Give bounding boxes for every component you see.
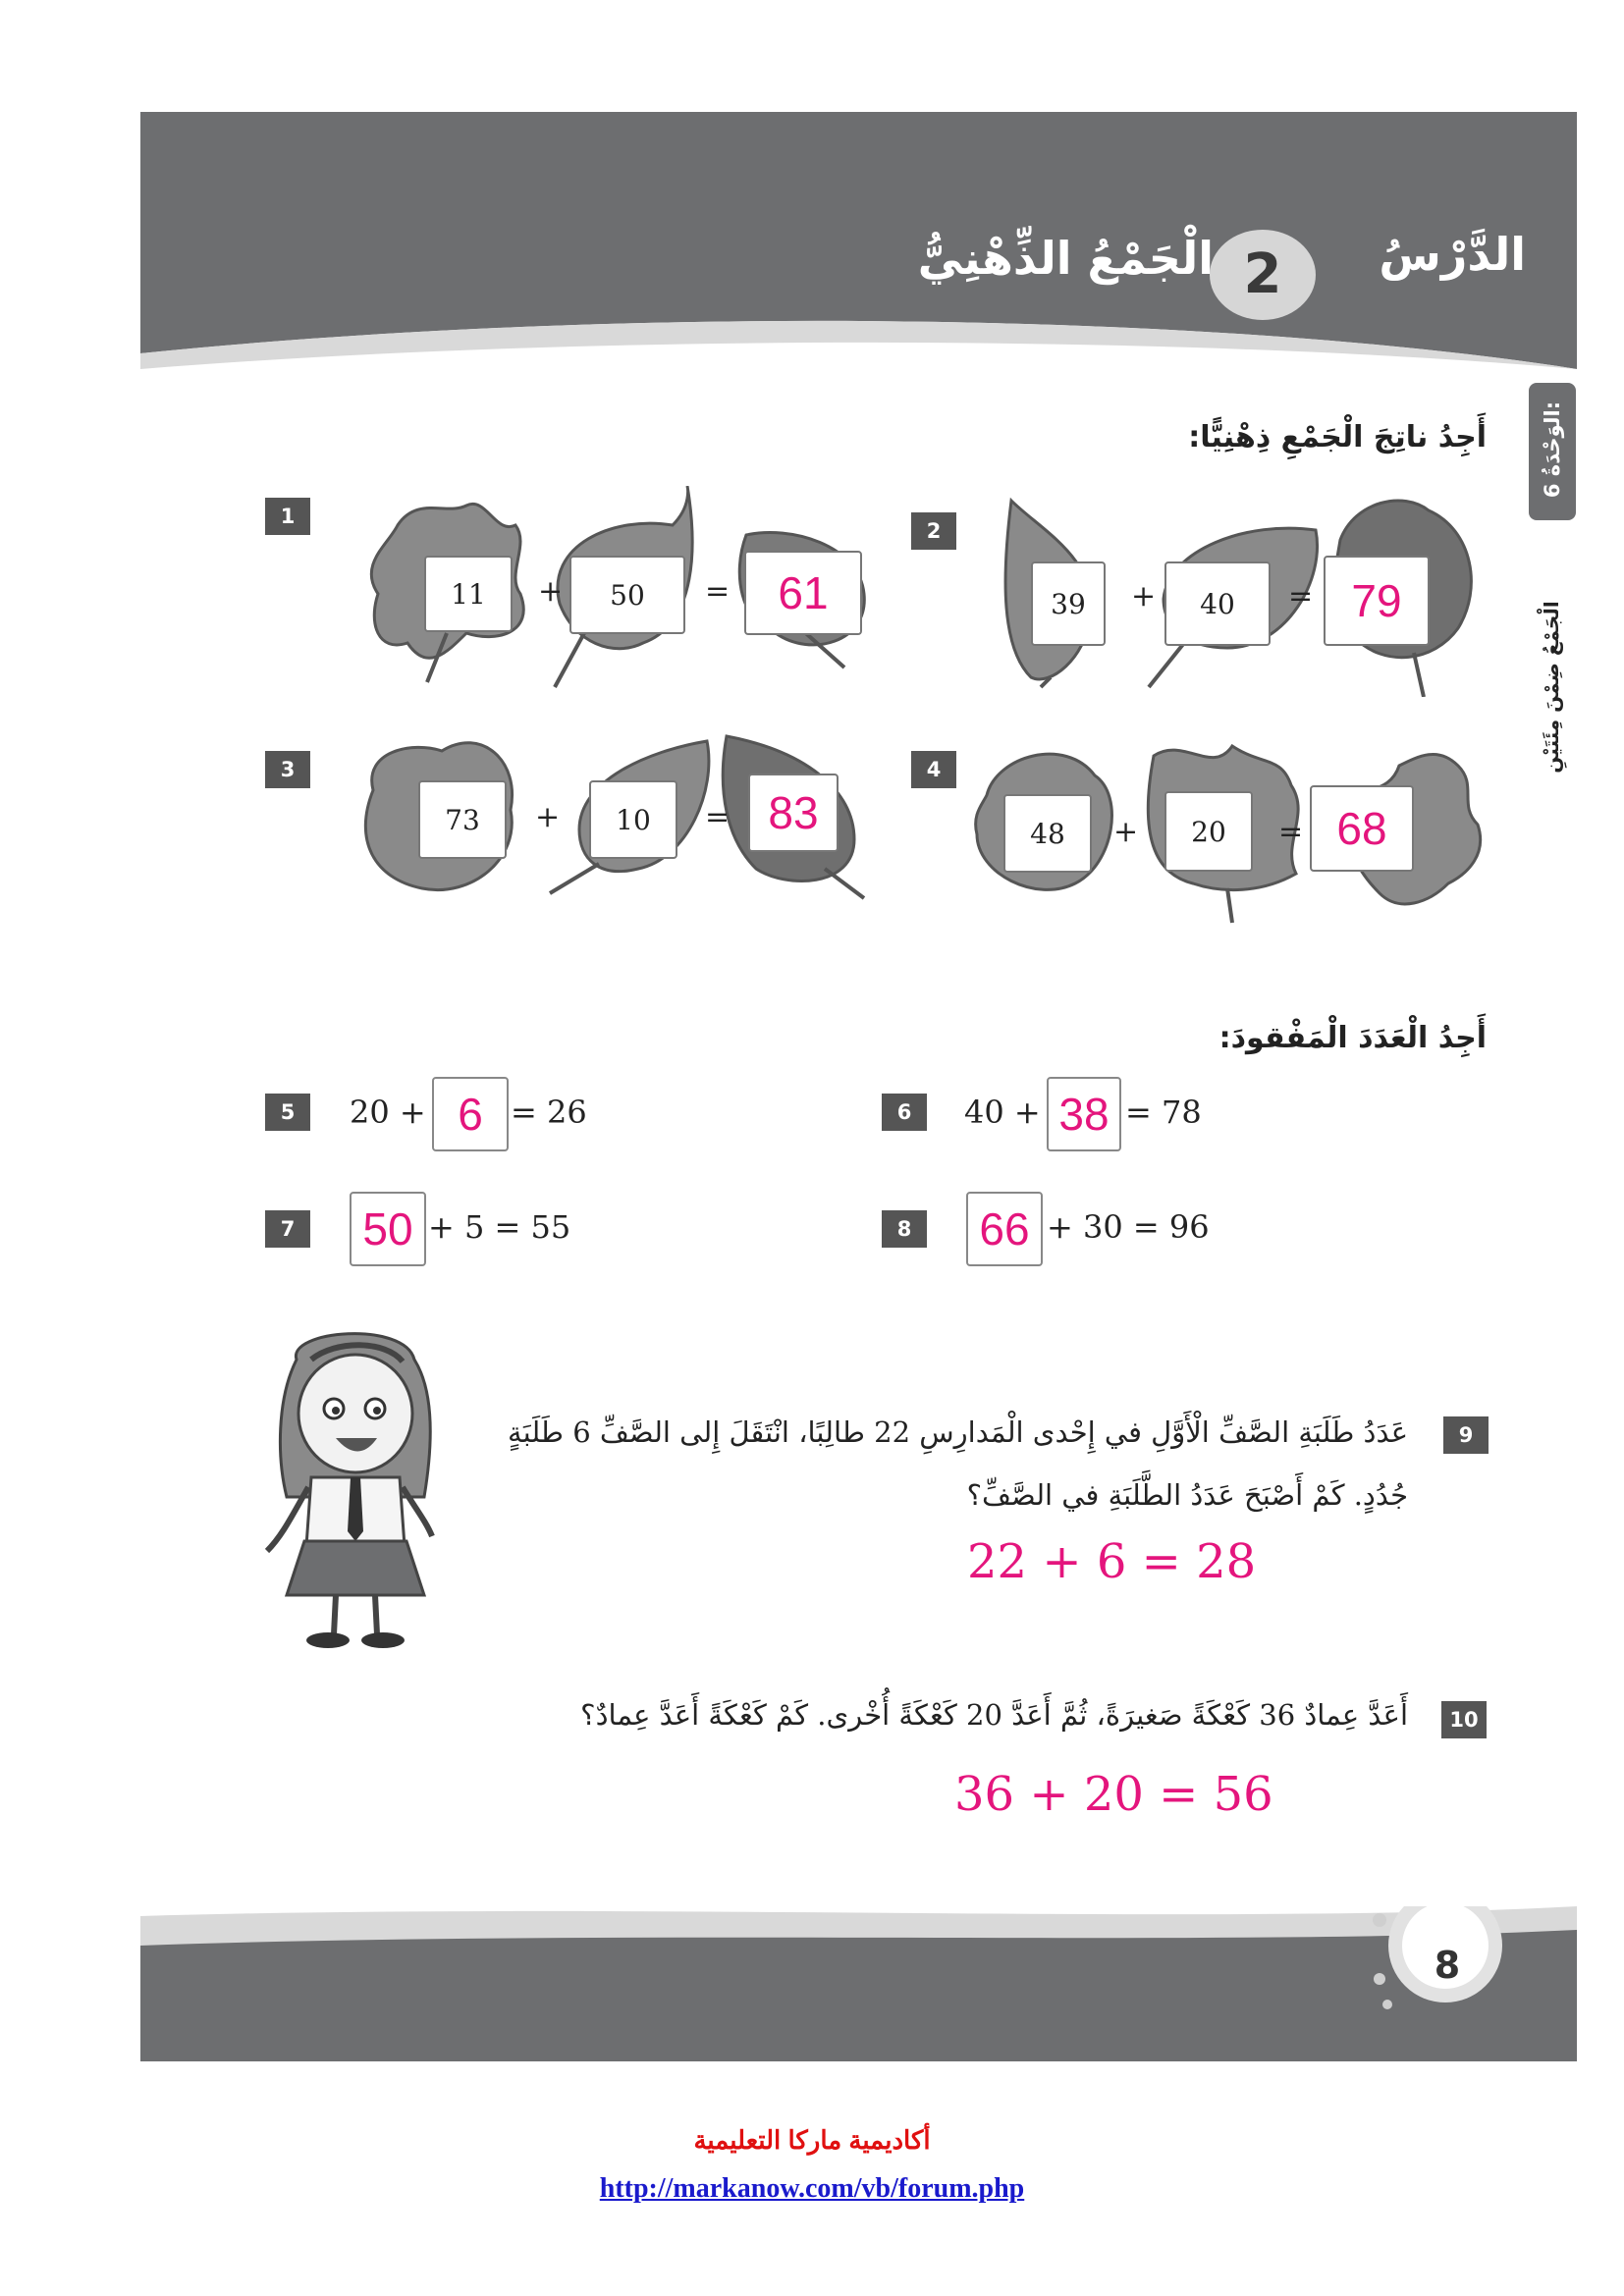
lesson-title: الْجَمْعُ الذِّهْنِيُّ bbox=[917, 232, 1214, 285]
question-number: 2 bbox=[911, 512, 956, 550]
girl-illustration bbox=[257, 1320, 444, 1654]
question-number: 4 bbox=[911, 751, 956, 788]
equation-right: + 30 = 96 bbox=[1047, 1208, 1210, 1246]
missing-number-box: 6 bbox=[432, 1077, 509, 1151]
missing-number-box: 38 bbox=[1047, 1077, 1121, 1151]
section1-instruction: أَجِدُ ناتِجَ الْجَمْعِ ذِهْنِيًّا: bbox=[1188, 420, 1487, 454]
question-number: 9 bbox=[1443, 1416, 1489, 1454]
question-number: 10 bbox=[1441, 1701, 1487, 1738]
credit-link[interactable]: http://markanow.com/vb/forum.php bbox=[599, 2173, 1025, 2204]
question-number: 1 bbox=[265, 498, 310, 535]
unit-topic-text: الْجَمْعُ ضِمْنَ مِئَتَيْنِ bbox=[1540, 601, 1563, 774]
plus-sign: + bbox=[1113, 815, 1139, 849]
equals-sign: = bbox=[1278, 815, 1304, 849]
addend-box: 50 bbox=[569, 556, 685, 634]
unit-label-text: الوَحْدَةُ 6: bbox=[1541, 400, 1564, 499]
equals-sign: = bbox=[1288, 579, 1314, 614]
equation-left: 20 + bbox=[350, 1094, 426, 1131]
question-number: 5 bbox=[265, 1094, 310, 1131]
question-number: 8 bbox=[882, 1210, 927, 1248]
credit-name: أكاديمية ماركا التعليمية bbox=[693, 2125, 931, 2155]
addend-box: 11 bbox=[424, 556, 513, 632]
answer-box: 79 bbox=[1324, 556, 1430, 646]
equals-sign: = bbox=[705, 574, 731, 609]
problem-text-line: جُدُدٍ. كَمْ أَصْبَحَ عَدَدُ الطَّلَبَةِ في الصَّفِّ؟ bbox=[966, 1478, 1408, 1512]
equation-right: + 5 = 55 bbox=[428, 1208, 571, 1246]
answer-box: 61 bbox=[744, 551, 862, 635]
answer-box: 68 bbox=[1310, 785, 1414, 872]
problem-answer: 22 + 6 = 28 bbox=[967, 1534, 1257, 1589]
addend-box: 20 bbox=[1164, 791, 1253, 872]
equation-left: 40 + bbox=[964, 1094, 1041, 1131]
problem-text-line: أَعَدَّ عِمادٌ 36 كَعْكَةً صَغيرَةً، ثُمَّ أَعَدَّ 20 كَعْكَةً أُخْرى. كَمْ كَعْكَةً أَعَدَّ عِمادٌ؟ bbox=[580, 1698, 1408, 1732]
question-number: 7 bbox=[265, 1210, 310, 1248]
question-number: 3 bbox=[265, 751, 310, 788]
missing-number-box: 50 bbox=[350, 1192, 426, 1266]
equation-right: = 26 bbox=[511, 1094, 587, 1131]
equation-right: = 78 bbox=[1125, 1094, 1202, 1131]
addend-box: 73 bbox=[418, 780, 507, 859]
lesson-word: الدَّرْسُ bbox=[1379, 228, 1526, 281]
missing-number-box: 66 bbox=[966, 1192, 1043, 1266]
addend-box: 48 bbox=[1003, 794, 1092, 873]
lesson-number: 2 bbox=[1243, 242, 1282, 306]
footer-band bbox=[140, 1906, 1577, 2061]
page-number: 8 bbox=[1434, 1944, 1461, 1987]
plus-sign: + bbox=[535, 800, 561, 834]
unit-topic bbox=[1527, 530, 1578, 854]
answer-box: 83 bbox=[748, 774, 839, 852]
problem-text-line: عَدَدُ طَلَبَةِ الصَّفِّ الْأَوَّلِ في إِحْدى الْمَدارِسِ 22 طالِبًا، انْتَقَلَ إِلى الصَّفِّ 6 طَلَبَةٍ bbox=[508, 1415, 1408, 1449]
addend-box: 40 bbox=[1164, 561, 1271, 646]
plus-sign: + bbox=[1131, 579, 1157, 614]
question-number: 6 bbox=[882, 1094, 927, 1131]
problem-answer: 36 + 20 = 56 bbox=[954, 1767, 1273, 1822]
addend-box: 10 bbox=[589, 780, 677, 859]
section2-instruction: أَجِدُ الْعَدَدَ الْمَفْقودَ: bbox=[1218, 1021, 1487, 1055]
header-band bbox=[140, 112, 1577, 369]
addend-box: 39 bbox=[1031, 561, 1106, 646]
equals-sign: = bbox=[705, 800, 731, 834]
unit-label bbox=[1527, 393, 1578, 510]
plus-sign: + bbox=[538, 574, 564, 609]
